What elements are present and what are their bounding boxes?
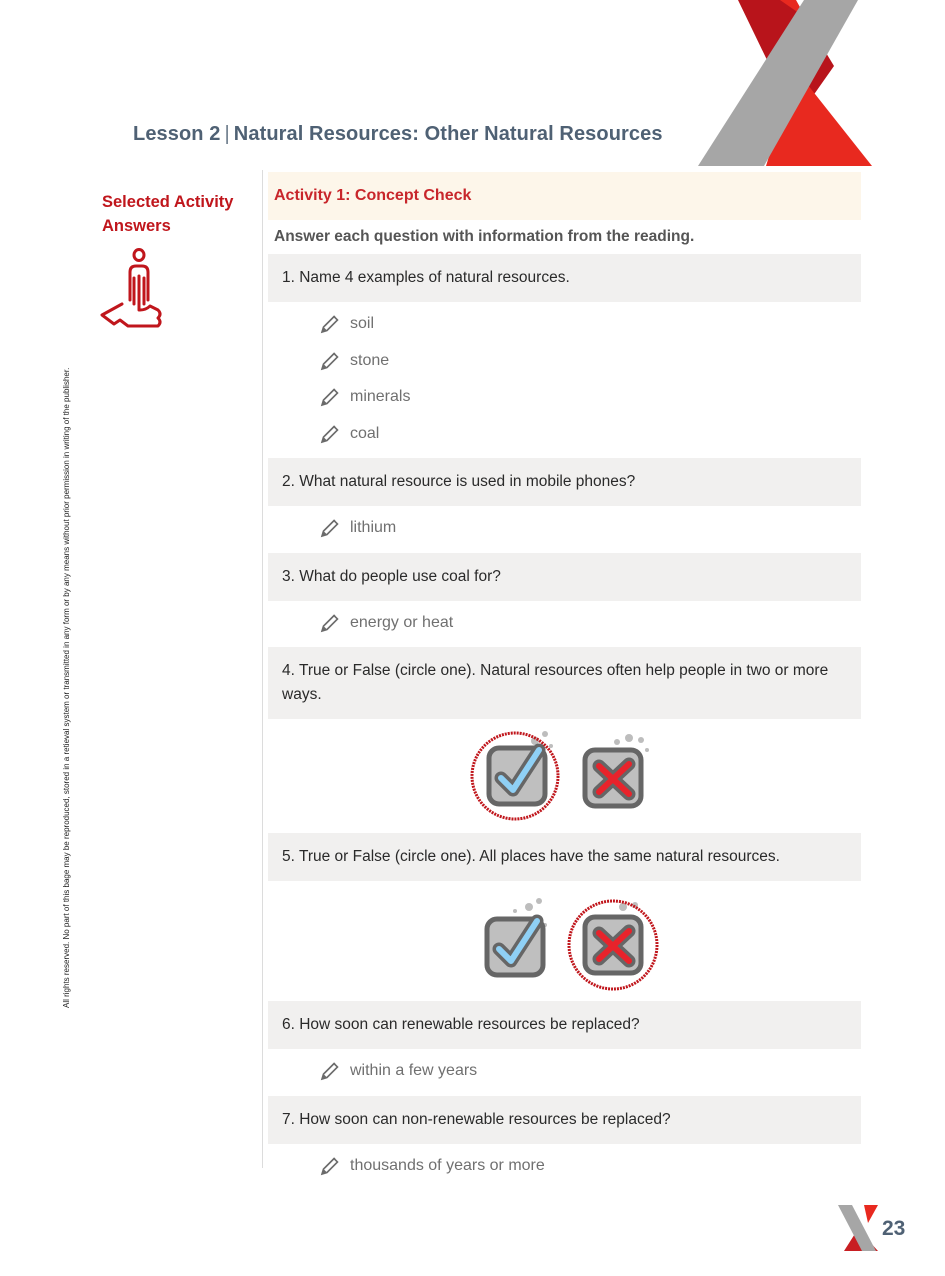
checkbox-check-icon bbox=[469, 728, 565, 824]
true-option[interactable] bbox=[475, 895, 559, 987]
true-false-choice-5 bbox=[268, 881, 861, 1001]
true-option[interactable] bbox=[475, 730, 559, 822]
sidebar-heading: Selected Activity Answers bbox=[102, 193, 234, 235]
pencil-icon bbox=[320, 387, 340, 407]
answer-text: soil bbox=[350, 315, 375, 333]
lesson-label: Lesson 2 bbox=[133, 123, 221, 145]
page-title bbox=[133, 123, 663, 146]
answer-item bbox=[320, 605, 861, 642]
answer-item bbox=[320, 416, 861, 453]
answer-text: within a few years bbox=[350, 1062, 478, 1080]
brand-logo-corner bbox=[696, 0, 876, 166]
false-option[interactable] bbox=[571, 895, 655, 987]
checkbox-check-icon bbox=[469, 895, 565, 991]
answer-text: minerals bbox=[350, 388, 411, 406]
question-2: 2. What natural resource is used in mobile phones? bbox=[268, 458, 861, 506]
pencil-icon bbox=[320, 1061, 340, 1081]
question-5: 5. True or False (circle one). All places have the same natural resources. bbox=[268, 833, 861, 881]
answer-text: thousands of years or more bbox=[350, 1156, 545, 1174]
brand-logo-small bbox=[838, 1205, 880, 1251]
answers-6 bbox=[268, 1049, 861, 1096]
answers-7 bbox=[268, 1144, 861, 1191]
question-3: 3. What do people use coal for? bbox=[268, 553, 861, 601]
answer-item bbox=[320, 1148, 861, 1185]
answer-item bbox=[320, 306, 861, 343]
answer-item bbox=[320, 343, 861, 380]
answer-text: coal bbox=[350, 424, 380, 442]
pencil-icon bbox=[320, 613, 340, 633]
question-1: 1. Name 4 examples of natural resources. bbox=[268, 254, 861, 302]
question-6: 6. How soon can renewable resources be replaced? bbox=[268, 1001, 861, 1049]
answer-item bbox=[320, 379, 861, 416]
answer-item bbox=[320, 510, 861, 547]
page-number: 23 bbox=[882, 1217, 906, 1240]
checkbox-x-icon bbox=[565, 728, 661, 824]
activity-instruction: Answer each question with information from the reading. bbox=[274, 228, 695, 245]
pencil-icon bbox=[320, 314, 340, 334]
false-option[interactable] bbox=[571, 730, 655, 822]
pencil-icon bbox=[320, 1156, 340, 1176]
question-4: 4. True or False (circle one). Natural resources often help people in two or more ways. bbox=[268, 647, 861, 719]
pencil-icon bbox=[320, 351, 340, 371]
person-standing-on-puzzle-icon bbox=[100, 248, 166, 330]
title-separator: | bbox=[224, 123, 230, 145]
activity-title: Activity 1: Concept Check bbox=[268, 172, 861, 220]
answer-item bbox=[320, 1053, 861, 1090]
column-divider bbox=[262, 170, 263, 1168]
answer-text: energy or heat bbox=[350, 613, 454, 631]
question-7: 7. How soon can non-renewable resources be replaced? bbox=[268, 1096, 861, 1144]
answer-text: stone bbox=[350, 351, 390, 369]
true-false-choice-4 bbox=[268, 719, 861, 833]
copyright-notice: All rights reserved. No part of this bage may be reproduced, stored in a retieval system or transmitted in any form or by any means without prior permission in writing of the publisher. bbox=[62, 367, 71, 1008]
pencil-icon bbox=[320, 518, 340, 538]
answers-1 bbox=[268, 302, 861, 458]
lesson-subtitle: Natural Resources: Other Natural Resources bbox=[233, 123, 663, 145]
checkbox-x-icon bbox=[563, 893, 663, 993]
answers-3 bbox=[268, 601, 861, 648]
answer-text: lithium bbox=[350, 519, 397, 537]
pencil-icon bbox=[320, 424, 340, 444]
activity-section bbox=[268, 172, 861, 1190]
answers-2 bbox=[268, 506, 861, 553]
